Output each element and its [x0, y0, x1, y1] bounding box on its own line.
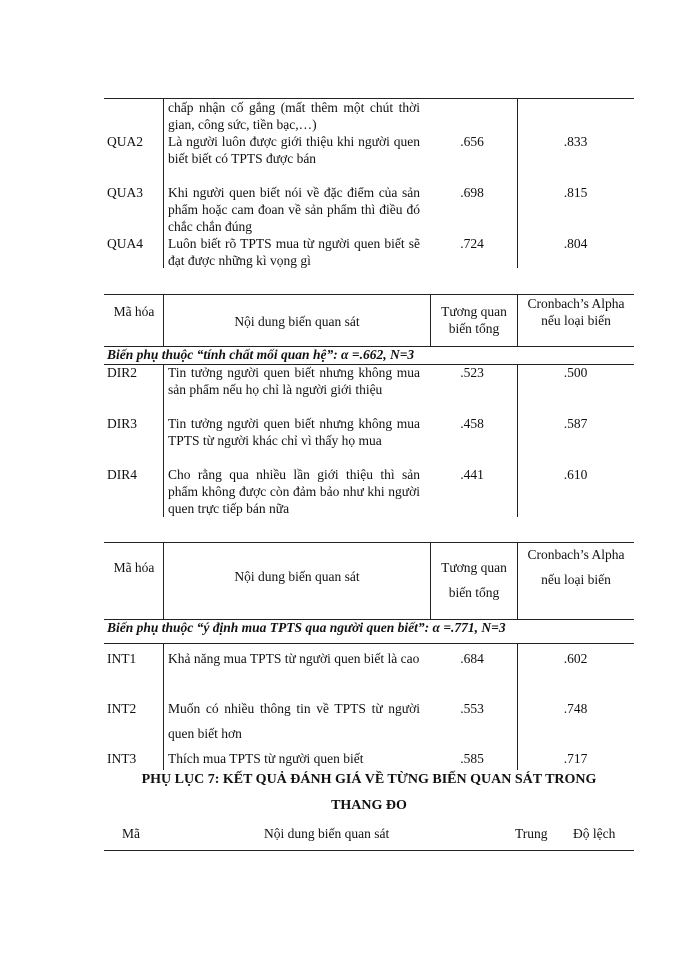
table-3-header-divider	[430, 542, 431, 619]
alpha-if-deleted: .804	[563, 236, 588, 251]
alpha-if-deleted: .717	[563, 751, 588, 766]
alpha-if-deleted: .602	[563, 651, 588, 666]
table-2-col-divider	[517, 364, 518, 517]
table-4-header-border	[104, 850, 634, 851]
header-sd: Độ lệch	[573, 826, 616, 841]
table-2-header-divider	[430, 294, 431, 346]
header-corr: Tương quan biến tổng	[441, 560, 507, 600]
item-total-correlation: .523	[460, 365, 484, 380]
alpha-if-deleted: .815	[563, 185, 588, 200]
table-row-code: QUA3	[107, 185, 143, 200]
header-corr: Tương quan biến tổng	[441, 304, 507, 336]
table-row-desc: Muốn có nhiều thông tin về TPTS từ người quen biết hơn	[168, 701, 420, 741]
table-row-desc: Là người luôn được giới thiệu khi người quen biết biết có TPTS được bán	[168, 134, 420, 166]
alpha-if-deleted: .833	[563, 134, 588, 149]
item-total-correlation: .441	[460, 467, 484, 482]
item-total-correlation: .458	[460, 416, 484, 431]
table-row-code: INT2	[107, 701, 137, 716]
alpha-if-deleted: .610	[563, 467, 588, 482]
header-desc: Nội dung biến quan sát	[264, 826, 390, 841]
table-3-col-divider	[163, 643, 164, 770]
table-2-header-divider	[517, 294, 518, 346]
item-total-correlation: .698	[460, 185, 484, 200]
header-alpha: Cronbach’s Alpha nếu loại biến	[527, 547, 625, 587]
appendix-title: PHỤ LỤC 7: KẾT QUẢ ĐÁNH GIÁ VỀ TỪNG BIẾN QUAN SÁT TRONG	[141, 772, 597, 787]
table-row-code: DIR4	[107, 467, 137, 482]
header-code: Mã hóa	[113, 560, 155, 575]
table-row-code: INT3	[107, 751, 137, 766]
table-row-desc: Thích mua TPTS từ người quen biết	[168, 751, 364, 766]
table-3-group-border	[104, 643, 634, 644]
item-total-correlation: .656	[460, 134, 484, 149]
alpha-if-deleted: .587	[563, 416, 588, 431]
table-row-desc: Luôn biết rõ TPTS mua từ người quen biết sẽ đạt được những kì vọng gì	[168, 236, 420, 268]
table-3-header-divider	[517, 542, 518, 619]
table-row-desc: Cho rằng qua nhiều lần giới thiệu thì sản phẩm không được còn đảm bảo như khi người quen trực tiếp bán nữa	[168, 467, 420, 516]
appendix-title-continued: THANG ĐO	[331, 798, 407, 813]
header-code: Mã hóa	[113, 304, 155, 319]
table-row-desc: chấp nhận cố gắng (mất thêm một chút thời gian, công sức, tiền bạc,…)	[168, 100, 420, 132]
header-alpha: Cronbach’s Alpha nếu loại biến	[527, 296, 625, 328]
table-2-col-divider	[163, 364, 164, 517]
group-label: Biến phụ thuộc “ý định mua TPTS qua người quen biết”: α =.771, N=3	[107, 620, 506, 635]
table-row-desc: Khi người quen biết nói về đặc điểm của sản phẩm hoặc cam đoan về sản phẩm thì điều đó chắc chắn đúng	[168, 185, 420, 234]
table-row-desc: Tin tưởng người quen biết nhưng không mua TPTS từ người khác chỉ vì thấy họ mua	[168, 416, 420, 448]
table-row-desc: Khả năng mua TPTS từ người quen biết là cao	[168, 651, 420, 666]
header-mean: Trung	[515, 826, 548, 841]
alpha-if-deleted: .748	[563, 701, 588, 716]
table-row-desc: Tin tưởng người quen biết nhưng không mua sản phẩm nếu họ chỉ là người giới thiệu	[168, 365, 420, 397]
item-total-correlation: .585	[460, 751, 484, 766]
header-desc: Nội dung biến quan sát	[234, 314, 360, 329]
item-total-correlation: .684	[460, 651, 484, 666]
header-code: Mã	[122, 826, 140, 841]
item-total-correlation: .553	[460, 701, 484, 716]
table-row-code: QUA4	[107, 236, 143, 251]
header-desc: Nội dung biến quan sát	[234, 569, 360, 584]
alpha-if-deleted: .500	[563, 365, 588, 380]
table-row-code: DIR3	[107, 416, 137, 431]
table-row-code: DIR2	[107, 365, 137, 380]
table-row-code: INT1	[107, 651, 137, 666]
group-label: Biến phụ thuộc “tính chất mối quan hệ”: α =.662, N=3	[107, 347, 415, 362]
table-row-code: QUA2	[107, 134, 143, 149]
item-total-correlation: .724	[460, 236, 484, 251]
table-1-col-divider	[163, 98, 164, 268]
